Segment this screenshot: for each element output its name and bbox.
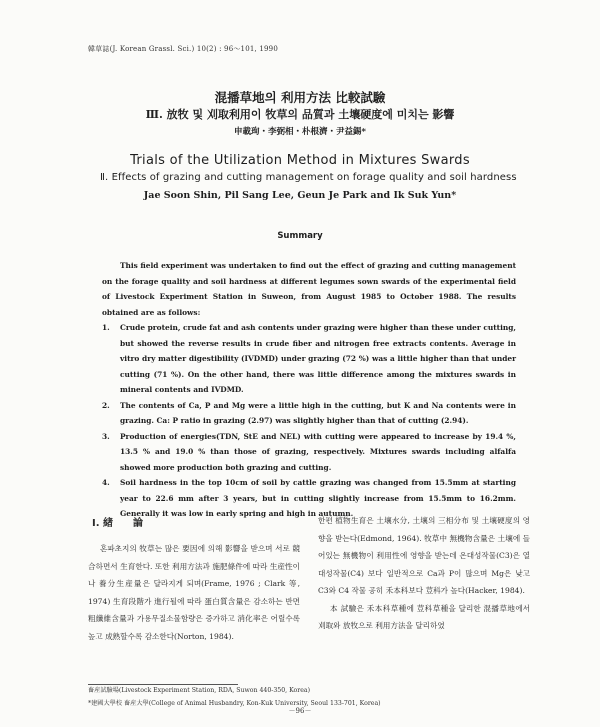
- section-heading: Ⅰ. 緖 論: [92, 518, 144, 529]
- page-number: －96－: [288, 707, 312, 715]
- summary-list: [102, 320, 516, 522]
- summary-item: 3. Production of energies(TDN, StE and NEL) with cutting were appeared to increase by 19.4 %, 13.5 % and 19.0 % than those of grazing, respectively. Mixtures swards including alfalfa showed more production both grazing and cutting.: [102, 431, 516, 472]
- journal-reference: 韓草誌(J. Korean Grassl. Sci.) 10(2) : 96～101, 1990: [88, 45, 278, 53]
- korean-subtitle: Ⅲ. 放牧 및 刈取利用이 牧草의 品質과 土壤硬度에 미치는 影響: [145, 108, 455, 121]
- body-column-right: [318, 512, 530, 635]
- english-authors: Jae Soon Shin, Pil Sang Lee, Geun Je Park and Ik Suk Yun*: [143, 190, 457, 201]
- body-paragraph: 혼파초지의 牧草는 많은 要因에 의해 影響을 받으며 서로 競合하면서 生育한다. 또한 利用方法과 施肥條件에 따라 生産性이나 養分生産量은 달라지게 되며(Frame, 1976 ; Clark 等, 1974) 生育段階가 進行될에 따라 蛋白質含量은 감소하는 반면 粗纖維含量과 가용무질소물함량은 증가하고 消化率은 어릴수록 높고 成熟할수록 감소한다(Norton, 1984).: [88, 544, 300, 641]
- summary-item: 2. The contents of Ca, P and Mg were a little high in the cutting, but K and Na contents were in grazing. Ca: P ratio in grazing (2.97) was slightly higher than that of cutting (2.94).: [102, 400, 516, 425]
- footnote-affiliation: *建國大學校 畜産大學(College of Animal Husbandry, Kon-Kuk University, Seoul 133-701, Korea): [88, 700, 381, 707]
- summary-item: 4. Soil hardness in the top 10cm of soil by cattle grazing was changed from 15.5mm at starting year to 22.6 mm after 3 years, but in cutting slightly increase from 15.5mm to 16.2mm. Generally it was low in early spring and high in autumn.: [102, 478, 516, 518]
- summary-item: 1. Crude protein, crude fat and ash contents under grazing were higher than these under cutting, but showed the reverse results in crude fiber and nitrogen free extracts contents. Average in vitro dry matter digestibility (IVDMD) under grazing (72 %) was a little higher than that under cutting (71 %). On the other hand, there was little difference among the mixtures swards in mineral contents and IVDMD.: [102, 323, 516, 394]
- english-subtitle: Ⅱ. Effects of grazing and cutting management on forage quality and soil hardness: [100, 172, 517, 183]
- english-title: Trials of the Utilization Method in Mixtures Swards: [130, 153, 470, 168]
- korean-title: 混播草地의 利用方法 比較試驗: [214, 90, 386, 105]
- body-column-left: [88, 512, 300, 645]
- footnote-affiliation: 畜産試驗場(Livestock Experiment Station, RDA, Suwon 440-350, Korea): [88, 687, 310, 694]
- body-paragraph: 本 試驗은 禾本科草種에 荳科草種을 달리한 混播草地에서 刈取와 放牧으로 利用方法을 달리하였: [318, 603, 530, 630]
- summary-intro: This field experiment was undertaken to find out the effect of grazing and cutting management on the forage quality and soil hardness at different legumes sown swards of the experimental field of Livestock Experiment Station in Suweon, from August 1985 to October 1988. The results obtained are as follows:: [102, 261, 516, 317]
- summary-heading: Summary: [277, 231, 323, 241]
- body-paragraph: 한편 植物生育은 土壤水分, 土壤의 三相分布 및 土壤硬度의 영향을 받는다(Edmond, 1964). 牧草中 無機物含量은 土壤에 들어있는 無機物이 利用性에 영향을 받는데 온대성작물(C3)은 열대성작물(C4) 보다 일반적으로 Ca과 P이 많으며 Mg은 낮고 C3와 C4 작물 공히 禾本科보다 荳科가 높다(Hacker, 1984).: [318, 516, 530, 595]
- summary-block: [102, 258, 516, 522]
- korean-authors: 申載珣・李弼相・朴根濟・尹益錫*: [234, 127, 366, 137]
